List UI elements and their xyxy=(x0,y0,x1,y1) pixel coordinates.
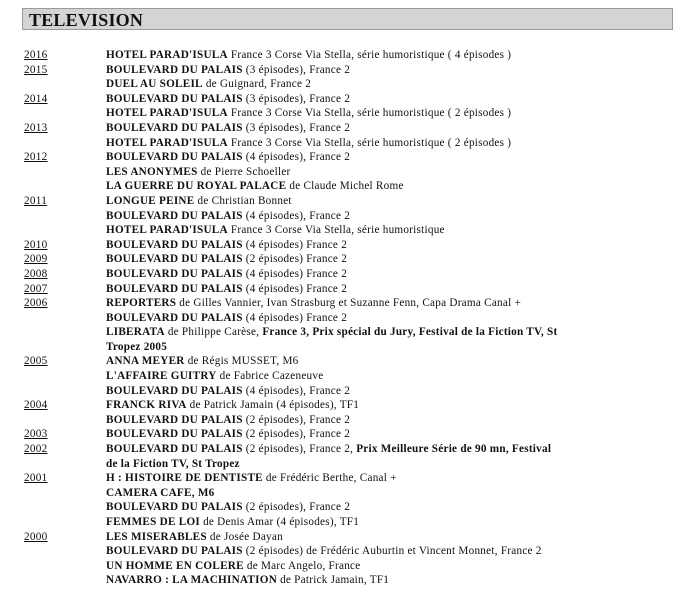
entry-detail: (4 épisodes), France 2 xyxy=(242,209,351,222)
entry-detail: de Guignard, France 2 xyxy=(202,78,312,91)
entry-detail: de Denis Amar (4 épisodes), TF1 xyxy=(200,516,360,528)
entry-title: BOULEVARD DU PALAIS xyxy=(106,151,243,164)
entry-text xyxy=(106,209,350,224)
entry-detail: (4 épisodes) France 2 xyxy=(242,282,348,295)
entry-text xyxy=(106,282,347,297)
entry-detail: (3 épisodes), France 2 xyxy=(242,121,351,134)
entry-detail: (4 épisodes) France 2 xyxy=(242,311,348,324)
list-item xyxy=(24,413,684,428)
list-item xyxy=(24,282,684,297)
year-label: 2001 xyxy=(24,472,48,485)
entry-detail: de Philippe Carèse, xyxy=(164,326,263,339)
list-item xyxy=(24,150,684,165)
entry-detail: de Régis MUSSET, M6 xyxy=(184,355,299,368)
year-label: 2013 xyxy=(24,121,48,134)
entry-detail: (3 épisodes), France 2 xyxy=(242,92,351,105)
entry-text xyxy=(106,296,521,311)
entry-title: HOTEL PARAD'ISULA xyxy=(106,224,228,237)
entry-text xyxy=(106,500,350,515)
list-item xyxy=(24,179,684,194)
year-label: 2010 xyxy=(24,238,48,251)
entry-detail: de Gilles Vannier, Ivan Strasburg et Suzanne Fenn, Capa Drama Canal + xyxy=(176,297,522,310)
entry-detail: (2 épisodes), France 2, xyxy=(242,443,357,456)
list-item xyxy=(24,384,684,399)
entry-title: DUEL AU SOLEIL xyxy=(106,78,203,91)
entry-detail: (2 épisodes) France 2 xyxy=(242,253,348,266)
entry-title: BOULEVARD DU PALAIS xyxy=(106,63,243,76)
year-label: 2011 xyxy=(24,194,48,207)
entry-title: ANNA MEYER xyxy=(106,355,185,368)
year-label: 2014 xyxy=(24,92,48,105)
entry-text xyxy=(106,311,347,326)
entry-text xyxy=(106,150,350,165)
entry-title: BOULEVARD DU PALAIS xyxy=(106,92,243,105)
list-item xyxy=(24,63,684,78)
entry-title: LES MISERABLES xyxy=(106,530,207,543)
entry-text xyxy=(106,179,404,194)
list-item xyxy=(24,457,684,472)
entry-title: L'AFFAIRE GUITRY xyxy=(106,370,217,383)
list-item xyxy=(24,311,684,326)
entry-text xyxy=(106,442,551,457)
entry-text xyxy=(106,457,240,472)
entry-detail: (4 épisodes), France 2 xyxy=(242,384,351,397)
entry-text xyxy=(106,267,347,282)
entry-text xyxy=(106,165,291,180)
entry-detail: de Patrick Jamain, TF1 xyxy=(277,574,390,587)
entry-title: CAMERA CAFE, M6 xyxy=(106,486,215,499)
entry-detail: de Josée Dayan xyxy=(206,530,283,543)
section-header xyxy=(22,8,673,30)
section-title: TELEVISION xyxy=(29,10,144,30)
list-item xyxy=(24,427,684,442)
list-item xyxy=(24,442,684,457)
list-item xyxy=(24,106,684,121)
entry-title: BOULEVARD DU PALAIS xyxy=(106,253,243,266)
list-item xyxy=(24,398,684,413)
entry-text xyxy=(106,77,311,92)
entry-detail: de Patrick Jamain (4 épisodes), TF1 xyxy=(186,399,360,412)
entry-title: BOULEVARD DU PALAIS xyxy=(106,428,243,441)
entry-detail: France 3 Corse Via Stella, série humoristique ( 2 épisodes ) xyxy=(227,136,512,149)
entry-title: LES ANONYMES xyxy=(106,165,198,178)
entry-text xyxy=(106,325,557,340)
entry-title: FRANCK RIVA xyxy=(106,399,187,412)
entry-title: REPORTERS xyxy=(106,297,177,310)
entry-title: LA GUERRE DU ROYAL PALACE xyxy=(106,180,287,193)
list-item xyxy=(24,544,684,559)
year-label: 2004 xyxy=(24,399,48,412)
entry-detail: (4 épisodes) France 2 xyxy=(242,267,348,280)
list-item xyxy=(24,354,684,369)
entry-text xyxy=(106,121,350,136)
year-label: 2002 xyxy=(24,443,48,456)
entry-detail: (2 épisodes), France 2 xyxy=(242,413,351,426)
entry-detail: de Christian Bonnet xyxy=(194,194,292,207)
entry-title: HOTEL PARAD'ISULA xyxy=(106,107,228,120)
entry-detail: (4 épisodes), France 2 xyxy=(242,151,351,164)
entry-text xyxy=(106,223,445,238)
list-item xyxy=(24,369,684,384)
entry-text xyxy=(106,413,350,428)
list-item xyxy=(24,486,684,501)
entry-title: BOULEVARD DU PALAIS xyxy=(106,282,243,295)
list-item xyxy=(24,223,684,238)
entry-detail: France 3 Corse Via Stella, série humoristique ( 2 épisodes ) xyxy=(227,107,512,120)
entry-title: Tropez 2005 xyxy=(106,340,168,353)
entry-text xyxy=(106,354,299,369)
entry-detail: de Marc Angelo, France xyxy=(243,559,361,572)
entry-text xyxy=(106,486,214,501)
entry-title: BOULEVARD DU PALAIS xyxy=(106,267,243,280)
list-item xyxy=(24,77,684,92)
entry-title: FEMMES DE LOI xyxy=(106,516,201,528)
year-label: 2008 xyxy=(24,267,48,280)
entry-title: France 3, Prix spécial du Jury, Festival de la Fiction TV, St xyxy=(262,326,558,339)
entry-title: BOULEVARD DU PALAIS xyxy=(106,545,243,558)
year-label: 2015 xyxy=(24,63,48,76)
list-item xyxy=(24,325,684,340)
list-item xyxy=(24,252,684,267)
entry-title: BOULEVARD DU PALAIS xyxy=(106,311,243,324)
entry-title: BOULEVARD DU PALAIS xyxy=(106,384,243,397)
entry-detail: France 3 Corse Via Stella, série humoristique xyxy=(227,224,445,237)
entry-text xyxy=(106,106,511,121)
list-item xyxy=(24,573,684,588)
entry-title: LIBERATA xyxy=(106,326,165,339)
entry-detail: de Claude Michel Rome xyxy=(286,180,404,193)
year-label: 2000 xyxy=(24,530,48,543)
entry-text xyxy=(106,559,360,574)
list-item xyxy=(24,267,684,282)
list-item xyxy=(24,340,684,355)
entry-detail: (2 épisodes) de Frédéric Auburtin et Vincent Monnet, France 2 xyxy=(242,545,542,558)
entry-text xyxy=(106,515,359,530)
entry-title: HOTEL PARAD'ISULA xyxy=(106,136,228,149)
entry-detail: (4 épisodes) France 2 xyxy=(242,238,348,251)
entry-title: BOULEVARD DU PALAIS xyxy=(106,413,243,426)
filmography-list xyxy=(24,48,684,588)
entry-text xyxy=(106,530,283,545)
entry-text xyxy=(106,340,167,355)
list-item xyxy=(24,296,684,311)
entry-text xyxy=(106,573,389,588)
entry-detail: de Frédéric Berthe, Canal + xyxy=(262,472,397,485)
list-item xyxy=(24,559,684,574)
list-item xyxy=(24,194,684,209)
entry-detail: (2 épisodes), France 2 xyxy=(242,501,351,514)
year-label: 2006 xyxy=(24,297,48,310)
entry-text xyxy=(106,252,347,267)
list-item xyxy=(24,515,684,530)
entry-title: de la Fiction TV, St Tropez xyxy=(106,457,240,470)
entry-text xyxy=(106,471,397,486)
list-item xyxy=(24,238,684,253)
year-label: 2005 xyxy=(24,355,48,368)
entry-title: BOULEVARD DU PALAIS xyxy=(106,443,243,456)
entry-text xyxy=(106,427,350,442)
entry-detail: France 3 Corse Via Stella, série humoristique ( 4 épisodes ) xyxy=(227,49,512,61)
year-label: 2012 xyxy=(24,151,48,164)
entry-text xyxy=(106,384,350,399)
entry-title: LONGUE PEINE xyxy=(106,194,195,207)
entry-text xyxy=(106,63,350,78)
entry-text xyxy=(106,48,511,63)
entry-title: BOULEVARD DU PALAIS xyxy=(106,121,243,134)
list-item xyxy=(24,136,684,151)
year-label: 2003 xyxy=(24,428,48,441)
list-item xyxy=(24,165,684,180)
entry-title: UN HOMME EN COLERE xyxy=(106,559,244,572)
list-item xyxy=(24,471,684,486)
year-label: 2009 xyxy=(24,253,48,266)
entry-detail: (2 épisodes), France 2 xyxy=(242,428,351,441)
list-item xyxy=(24,530,684,545)
entry-title: H : HISTOIRE DE DENTISTE xyxy=(106,472,263,485)
list-item xyxy=(24,209,684,224)
entry-text xyxy=(106,194,292,209)
year-label: 2007 xyxy=(24,282,48,295)
entry-title: NAVARRO : LA MACHINATION xyxy=(106,574,278,587)
list-item xyxy=(24,92,684,107)
list-item xyxy=(24,500,684,515)
entry-title: BOULEVARD DU PALAIS xyxy=(106,209,243,222)
entry-detail: de Pierre Schoeller xyxy=(197,165,291,178)
entry-text xyxy=(106,136,511,151)
entry-detail: (3 épisodes), France 2 xyxy=(242,63,351,76)
list-item xyxy=(24,121,684,136)
entry-title: HOTEL PARAD'ISULA xyxy=(106,49,228,61)
entry-title: BOULEVARD DU PALAIS xyxy=(106,238,243,251)
entry-detail: de Fabrice Cazeneuve xyxy=(216,370,324,383)
entry-title: Prix Meilleure Série de 90 mn, Festival xyxy=(356,443,552,456)
year-label: 2016 xyxy=(24,49,48,61)
entry-text xyxy=(106,92,350,107)
entry-text xyxy=(106,398,359,413)
entry-title: BOULEVARD DU PALAIS xyxy=(106,501,243,514)
list-item xyxy=(24,48,684,63)
entry-text xyxy=(106,544,542,559)
entry-text xyxy=(106,238,347,253)
entry-text xyxy=(106,369,323,384)
